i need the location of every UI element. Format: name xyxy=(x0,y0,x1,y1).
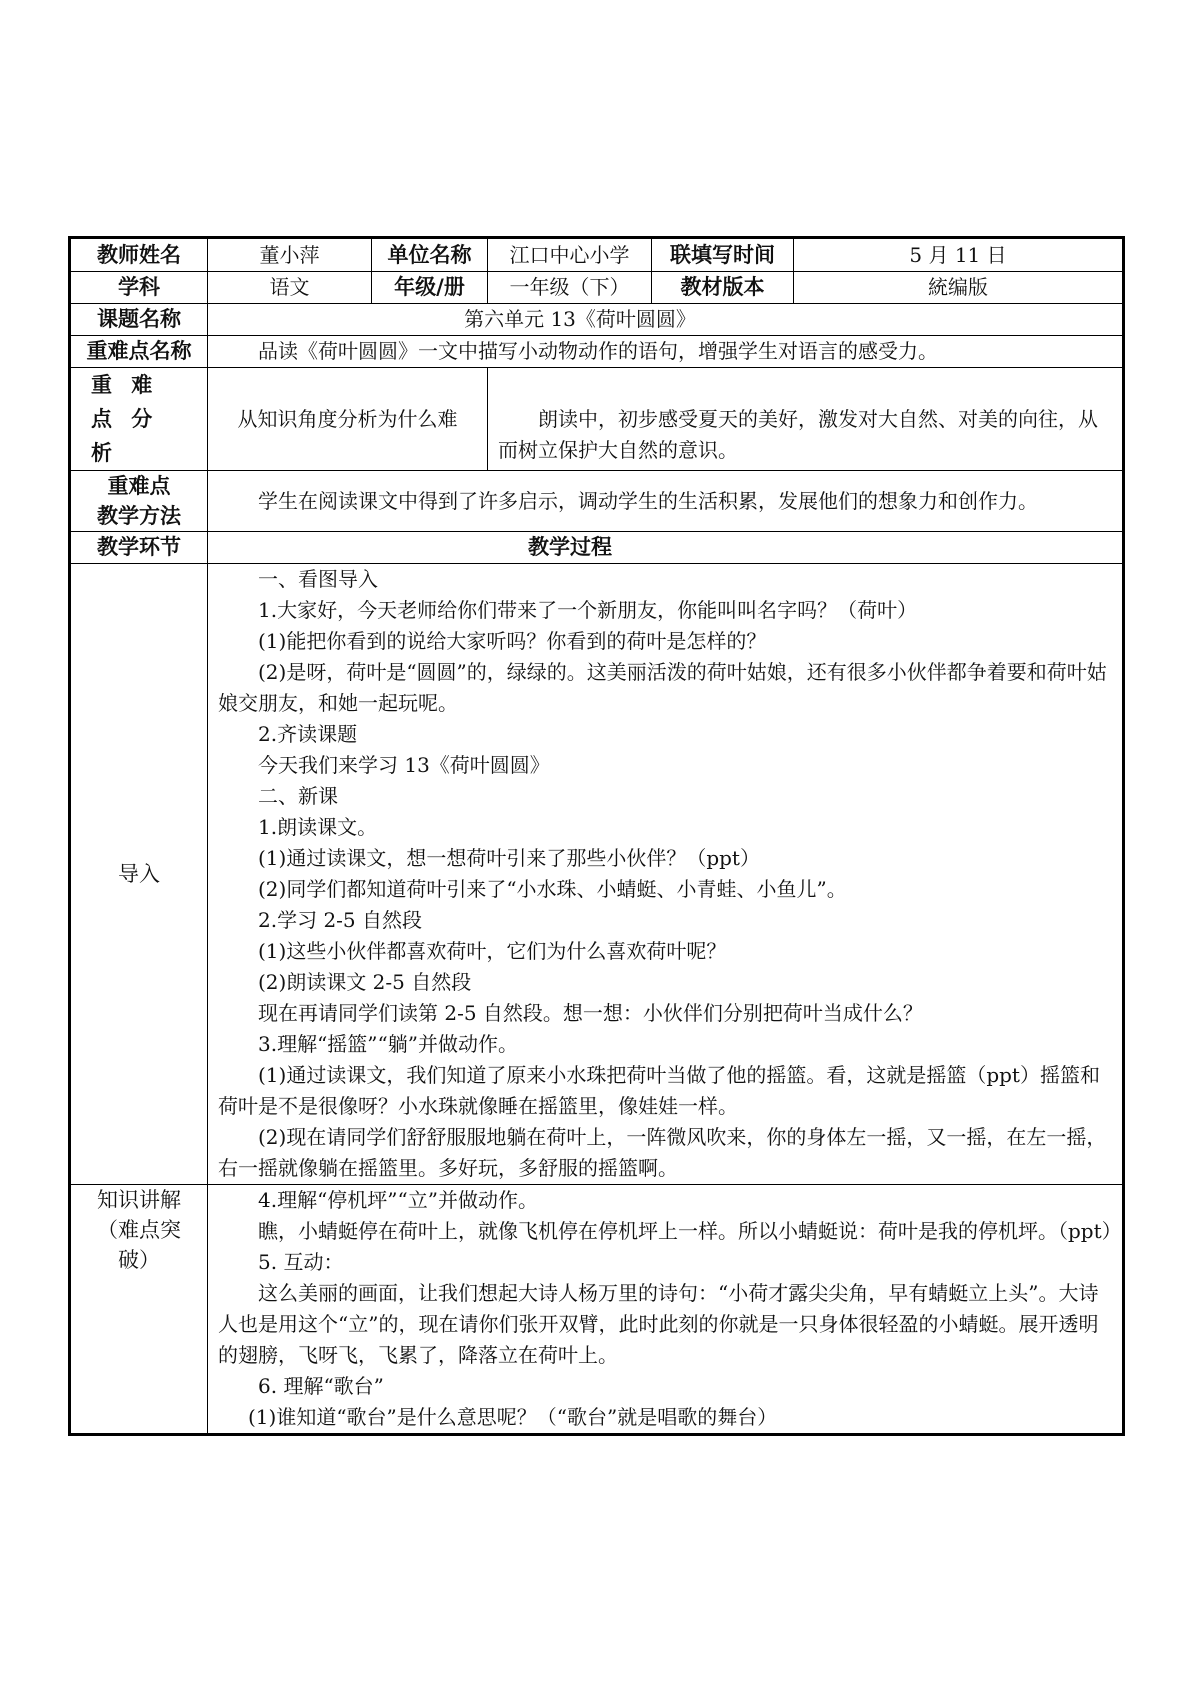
intro-body xyxy=(208,564,1124,1185)
intro-line: 现在再请同学们读第 2-5 自然段。想一想：小伙伴们分别把荷叶当成什么？ xyxy=(258,1001,923,1025)
key-point-label: 重难点名称 xyxy=(70,336,208,368)
knowledge-stage-line2: （难点突 xyxy=(97,1218,181,1242)
header-row-2 xyxy=(70,272,1124,304)
knowledge-line: (1)谁知道“歌台”是什么意思呢？（“歌台”就是唱歌的舞台） xyxy=(248,1405,778,1429)
intro-line: (1)能把你看到的说给大家听吗？你看到的荷叶是怎样的？ xyxy=(258,629,767,653)
key-point-value: 品读《荷叶圆圆》一文中描写小动物动作的语句，增强学生对语言的感受力。 xyxy=(208,336,1124,368)
header-row-1 xyxy=(70,238,1124,272)
knowledge-body xyxy=(208,1185,1124,1435)
intro-line: 二、新课 xyxy=(258,784,338,808)
knowledge-stage xyxy=(70,1185,208,1435)
grade-label: 年级/册 xyxy=(372,272,488,304)
unit-label: 单位名称 xyxy=(372,238,488,272)
edition-value: 統编版 xyxy=(794,272,1124,304)
analysis-label: 重 难 点 分 析 xyxy=(70,368,208,471)
analysis-row xyxy=(70,368,1124,471)
intro-line: (2)朗读课文 2-5 自然段 xyxy=(258,970,472,994)
intro-line: 一、看图导入 xyxy=(258,567,378,591)
teacher-label: 教师姓名 xyxy=(70,238,208,272)
intro-line: 1.大家好，今天老师给你们带来了一个新朋友，你能叫叫名字吗？（荷叶） xyxy=(258,598,918,622)
unit-value: 江口中心小学 xyxy=(488,238,652,272)
knowledge-line: 这么美丽的画面，让我们想起大诗人杨万里的诗句：“小荷才露尖尖角，早有蜻蜓立上头”。大诗人也是用这个“立”的，现在请你们张开双臂，此时此刻的你就是一只身体很轻盈的小蜻蜓。展开透明的翅膀，飞呀飞，飞累了，降落立在荷叶上。 xyxy=(218,1281,1099,1367)
intro-row xyxy=(70,564,1124,1185)
intro-line: (2)现在请同学们舒舒服服地躺在荷叶上，一阵微风吹来，你的身体左一摇，又一摇，在左一摇，右一摇就像躺在摇篮里。多好玩，多舒服的摇篮啊。 xyxy=(218,1125,1107,1180)
subject-value: 语文 xyxy=(208,272,372,304)
process-header-row xyxy=(70,532,1124,564)
key-point-row xyxy=(70,336,1124,368)
stage-header: 教学环节 xyxy=(70,532,208,564)
teacher-value: 董小萍 xyxy=(208,238,372,272)
intro-line: (2)是呀，荷叶是“圆圆”的，绿绿的。这美丽活泼的荷叶姑娘，还有很多小伙伴都争着要和荷叶姑娘交朋友，和她一起玩呢。 xyxy=(218,660,1107,715)
method-value: 学生在阅读课文中得到了许多启示，调动学生的生活积累，发展他们的想象力和创作力。 xyxy=(208,471,1124,532)
process-header: 教学过程 xyxy=(208,532,1124,564)
intro-line: 1.朗读课文。 xyxy=(258,815,378,839)
date-label: 联填写时间 xyxy=(652,238,794,272)
method-label-line1: 重难点 xyxy=(107,474,171,498)
knowledge-line: 4.理解“停机坪”“立”并做动作。 xyxy=(258,1188,538,1212)
date-value: 5 月 11 日 xyxy=(794,238,1124,272)
knowledge-stage-line1: 知识讲解 xyxy=(97,1188,181,1212)
analysis-value: 朗读中，初步感受夏天的美好，激发对大自然、对美的向往，从而树立保护大自然的意识。 xyxy=(488,368,1124,471)
subject-label: 学科 xyxy=(70,272,208,304)
topic-value: 第六单元 13《荷叶圆圆》 xyxy=(208,304,1124,336)
knowledge-stage-line3: 破） xyxy=(118,1248,160,1272)
intro-stage: 导入 xyxy=(70,564,208,1185)
knowledge-line: 瞧，小蜻蜓停在荷叶上，就像飞机停在停机坪上一样。所以小蜻蜓说：荷叶是我的停机坪。（ppt） xyxy=(258,1219,1122,1243)
grade-value: 一年级（下） xyxy=(488,272,652,304)
analysis-sub-label: 从知识角度分析为什么难 xyxy=(208,368,488,471)
intro-line: (2)同学们都知道荷叶引来了“小水珠、小蜻蜓、小青蛙、小鱼儿”。 xyxy=(258,877,847,901)
method-label-line2: 教学方法 xyxy=(97,504,181,528)
method-label xyxy=(70,471,208,532)
intro-line: 今天我们来学习 13《荷叶圆圆》 xyxy=(258,753,550,777)
topic-row xyxy=(70,304,1124,336)
intro-line: (1)这些小伙伴都喜欢荷叶，它们为什么喜欢荷叶呢？ xyxy=(258,939,727,963)
intro-line: (1)通过读课文，想一想荷叶引来了那些小伙伴？（ppt） xyxy=(258,846,760,870)
intro-line: (1)通过读课文，我们知道了原来小水珠把荷叶当做了他的摇篮。看，这就是摇篮（ppt）摇篮和荷叶是不是很像呀？小水珠就像睡在摇篮里，像娃娃一样。 xyxy=(218,1063,1100,1118)
knowledge-row xyxy=(70,1185,1124,1435)
intro-line: 2.学习 2-5 自然段 xyxy=(258,908,423,932)
knowledge-line: 5. 互动： xyxy=(258,1250,344,1274)
edition-label: 教材版本 xyxy=(652,272,794,304)
method-row xyxy=(70,471,1124,532)
topic-label: 课题名称 xyxy=(70,304,208,336)
intro-line: 2.齐读课题 xyxy=(258,722,358,746)
knowledge-line: 6. 理解“歌台” xyxy=(258,1374,384,1398)
lesson-plan-table xyxy=(68,236,1125,1436)
intro-line: 3.理解“摇篮”“躺”并做动作。 xyxy=(258,1032,518,1056)
